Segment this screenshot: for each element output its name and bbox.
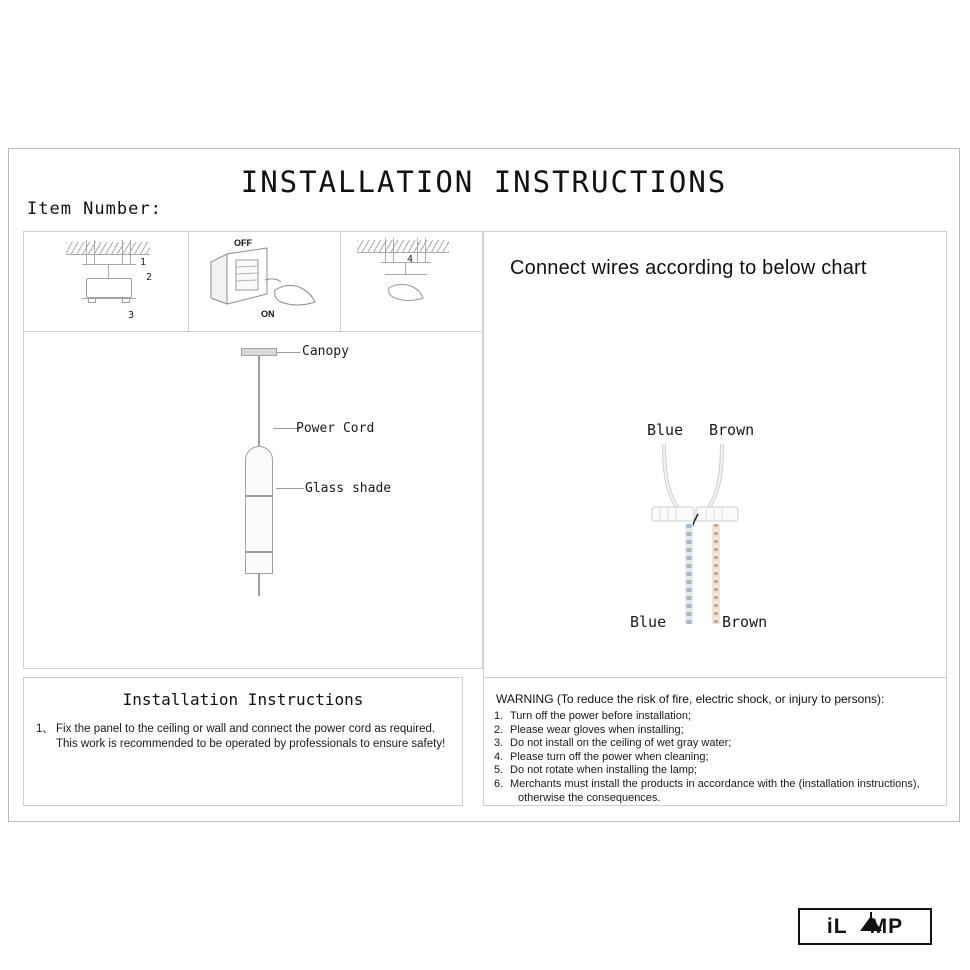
warning-index: 4. (494, 750, 504, 763)
brand-name (800, 910, 930, 943)
wire-label-top-blue: Blue (647, 421, 684, 439)
canopy-body (86, 278, 132, 298)
glass-shade-upper (245, 446, 273, 496)
warning-item (494, 723, 936, 738)
warning-index: 2. (494, 723, 504, 736)
installation-instructions-box (23, 677, 463, 806)
leader-glass-shade (276, 488, 304, 489)
step-number-4: 4 (407, 254, 414, 265)
step-final-fix (341, 231, 483, 332)
warning-index: 6. (494, 777, 504, 790)
warning-list (484, 710, 946, 805)
switch-on-label: ON (261, 309, 275, 319)
warning-index: 5. (494, 764, 504, 777)
screw-right-2 (130, 240, 131, 264)
wiring-heading: Connect wires according to below chart (510, 257, 867, 279)
screw-left-2 (94, 240, 95, 264)
installation-instructions-title: Installation Instructions (122, 690, 364, 709)
lamp-parts-panel (23, 332, 483, 669)
glass-shade-lower (245, 496, 273, 552)
warning-index: 3. (494, 737, 504, 750)
step-number-2: 2 (146, 272, 153, 283)
step-ceiling-mount (23, 231, 189, 332)
screw-right (122, 240, 123, 264)
step-number-3: 3 (128, 310, 135, 321)
switch-off-label: OFF (234, 238, 252, 248)
base-foot-right (122, 298, 130, 303)
warning-item (494, 777, 936, 805)
warning-item (494, 737, 936, 751)
brand-prefix: iL (826, 914, 848, 938)
warning-item (494, 710, 936, 724)
step-power-switch (189, 231, 341, 332)
ceiling-line (66, 254, 150, 255)
glass-shade-base (245, 552, 273, 574)
canopy-part (241, 348, 277, 356)
step-illustrations (23, 231, 483, 332)
instruction-index: 1、 (36, 723, 54, 735)
wire-label-top-brown: Brown (709, 421, 755, 439)
step-number-1: 1 (140, 257, 147, 268)
power-cord-part (258, 356, 260, 446)
wiring-diagram (484, 232, 948, 751)
warning-text: Merchants must install the products in accordance with the (installation instructions), (510, 777, 920, 790)
warning-text: Do not install on the ceiling of wet gray water; (510, 737, 732, 750)
warning-title: WARNING (To reduce the risk of fire, electric shock, or injury to persons): (496, 692, 885, 706)
warning-text: Please turn off the power when cleaning; (510, 750, 709, 763)
bracket-plate (82, 264, 136, 265)
warning-text: Do not rotate when installing the lamp; (510, 764, 698, 777)
stem (108, 264, 109, 278)
instruction-line2: This work is recommended to be operated by professionals to ensure safety! (56, 738, 446, 750)
wire-label-bottom-brown: Brown (722, 613, 768, 631)
warning-text: Turn off the power before installation; (510, 710, 691, 722)
wiring-panel (483, 231, 947, 750)
warning-text: Please wear gloves when installing; (510, 723, 684, 736)
page-title: INSTALLATION INSTRUCTIONS (240, 165, 728, 199)
warning-box (483, 677, 947, 806)
shade-tail (258, 574, 260, 596)
brand-suffix: MP (869, 914, 904, 938)
callout-canopy: Canopy (302, 344, 349, 359)
leader-canopy (277, 352, 300, 353)
warning-item (494, 764, 936, 778)
base-foot-left (88, 298, 96, 303)
ceiling-hatch-icon (66, 242, 150, 254)
installation-instructions-body (36, 722, 456, 752)
switch-illustration (189, 232, 341, 333)
callout-power-cord: Power Cord (296, 421, 375, 436)
screw-left (86, 240, 87, 264)
callout-glass-shade: Glass shade (305, 481, 392, 496)
warning-text-continued: otherwise the consequences. (518, 791, 661, 804)
warning-item (494, 750, 936, 765)
hand-illustration-2 (341, 232, 483, 333)
item-number-label: Item Number: (27, 199, 162, 219)
brand-logo (798, 908, 932, 945)
wire-label-bottom-blue: Blue (630, 613, 667, 631)
instruction-item (36, 722, 456, 752)
instruction-line1: Fix the panel to the ceiling or wall and connect the power cord as required. (56, 723, 436, 735)
instruction-sheet (8, 148, 960, 822)
warning-index: 1. (494, 710, 504, 722)
